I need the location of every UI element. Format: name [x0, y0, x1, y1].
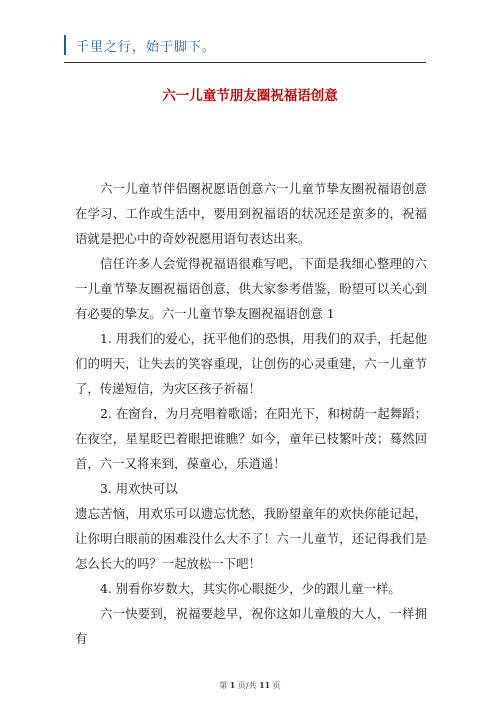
document-body — [75, 176, 427, 651]
footer-middle: 页/共 — [237, 681, 257, 690]
header-divider — [64, 62, 426, 63]
footer-current-page: 1 — [229, 680, 236, 690]
footer-suffix: 页 — [272, 681, 281, 690]
paragraph-item-4-cont: 六一快要到，祝福要趁早，祝你这如儿童般的大人，一样拥有 — [75, 606, 427, 646]
paragraph-preface: 信任许多人会觉得祝福语很难写吧，下面是我细心整理的六一儿童节挚友圈祝福语创意，供大家参考借鉴，盼望可以关心到有必要的挚友。六一儿童节挚友圈祝福语创意 1 — [75, 256, 427, 321]
header-accent-bar — [64, 35, 66, 55]
footer-total-pages: 11 — [259, 680, 271, 690]
paragraph-item-1: 1. 用我们的爱心，抚平他们的恐惧，用我们的双手，托起他们的明天，让失去的笑容重现，让创伤的心灵重建，六一儿童节了，传递短信，为灾区孩子祈福！ — [75, 331, 427, 396]
paragraph-item-4: 4. 别看你岁数大，其实你心眼挺少，少的跟儿童一样。 — [100, 581, 401, 596]
paragraph-item-3-cont: 遗忘苦恼，用欢乐可以遗忘忧愁，我盼望童年的欢快你能记起，让你明白眼前的困难没什么大不了！六一儿童节，还记得我们是怎么长大的吗？一起放松一下吧！ — [75, 506, 427, 571]
paragraph-intro: 六一儿童节伴侣圈祝愿语创意六一儿童节挚友圈祝福语创意在学习、工作或生活中，要用到祝福语的状况还是蛮多的，祝福语就是把心中的奇妙祝愿用语句表达出来。 — [75, 181, 427, 246]
page-footer — [0, 680, 500, 691]
paragraph-item-3-start: 3. 用欢快可以 — [100, 481, 178, 496]
paragraph-item-2: 2. 在窗台，为月亮唱着歌谣；在阳光下，和树荫一起舞蹈；在夜空，星星眨巴着眼把谁瞧？如今，童年已枝繁叶茂；蓦然回首，六一又将来到，葆童心，乐逍遥！ — [75, 406, 427, 471]
footer-prefix: 第 — [219, 681, 228, 690]
header-motto: 千里之行，始于脚下。 — [76, 39, 217, 55]
page-header — [64, 34, 216, 56]
document-title: 六一儿童节朋友圈祝福语创意 — [162, 88, 338, 104]
